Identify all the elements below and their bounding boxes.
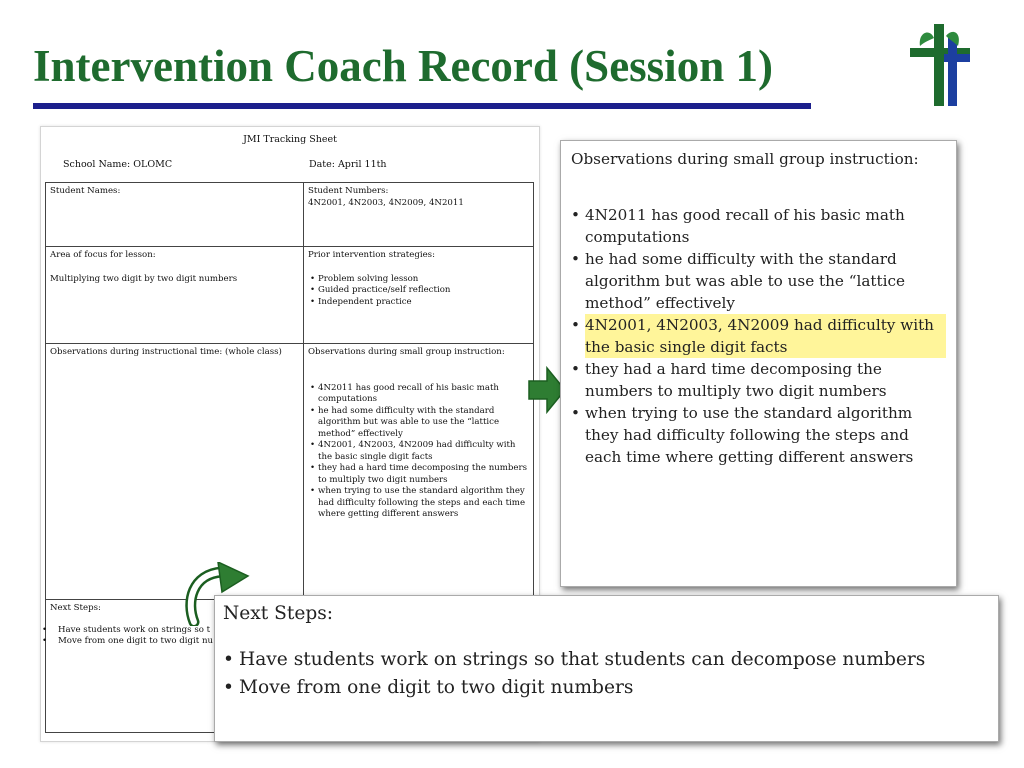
focus-label: Area of focus for lesson: xyxy=(50,250,156,260)
student-numbers-cell xyxy=(304,183,533,212)
small-group-cell xyxy=(304,344,533,524)
prior-strategies-cell xyxy=(304,247,533,311)
list-item: • he had some difficulty with the standard algorithm but was able to use the “lattice method” effectively xyxy=(318,406,529,441)
title-underline xyxy=(33,103,811,109)
list-item: • Problem solving lesson xyxy=(318,274,529,286)
student-names-label: Student Names: xyxy=(50,186,121,196)
list-item: • Have students work on strings so that students can decompose numbers xyxy=(239,646,990,674)
student-names-cell xyxy=(46,183,303,201)
list-item: • when trying to use the standard algorithm they had difficulty following the steps and each time where getting different answers xyxy=(318,486,529,521)
student-numbers-value: 4N2001, 4N2003, 4N2009, 4N2011 xyxy=(308,197,464,208)
list-item: • when trying to use the standard algorithm they had difficulty following the steps and each time where getting different answers xyxy=(585,402,946,468)
list-item: • Have students work on strings so t xyxy=(50,625,529,637)
list-item: • 4N2001, 4N2003, 4N2009 had difficulty with the basic single digit facts xyxy=(318,440,529,463)
whole-class-label: Observations during instructional time: (whole class) xyxy=(50,347,282,357)
cross-with-leaves-logo-icon xyxy=(908,24,972,106)
observations-heading: Observations during small group instruction: xyxy=(571,150,919,168)
list-item: • 4N2011 has good recall of his basic math computations xyxy=(318,383,529,406)
observations-callout xyxy=(560,140,957,587)
prior-label: Prior intervention strategies: xyxy=(308,250,435,260)
list-item: • Guided practice/self reflection xyxy=(318,285,529,297)
focus-cell xyxy=(46,247,303,288)
sheet-date: Date: April 11th xyxy=(309,159,387,170)
focus-value: Multiplying two digit by two digit numbers xyxy=(50,273,238,284)
next-steps-callout xyxy=(214,595,999,742)
next-steps-heading: Next Steps: xyxy=(223,603,334,624)
highlighted-list-item: • 4N2001, 4N2003, 4N2009 had difficulty with the basic single digit facts xyxy=(585,314,946,358)
list-item: • Independent practice xyxy=(318,297,529,309)
sheet-title: JMI Tracking Sheet xyxy=(243,134,337,145)
list-item: • they had a hard time decomposing the numbers to multiply two digit numbers xyxy=(318,463,529,486)
next-steps-label: Next Steps: xyxy=(50,603,101,613)
list-item: • he had some difficulty with the standard algorithm but was able to use the “lattice method” effectively xyxy=(585,248,946,314)
student-numbers-label: Student Numbers: xyxy=(308,186,389,196)
whole-class-cell xyxy=(46,344,303,362)
list-item: • Move from one digit to two digit numbers xyxy=(239,674,990,702)
list-item: • 4N2011 has good recall of his basic math computations xyxy=(585,204,946,248)
list-item: • Move from one digit to two digit nu xyxy=(50,636,529,648)
slide-title: Intervention Coach Record (Session 1) xyxy=(33,41,773,91)
small-group-label: Observations during small group instruction: xyxy=(308,347,505,357)
list-item: • they had a hard time decomposing the numbers to multiply two digit numbers xyxy=(585,358,946,402)
school-name: School Name: OLOMC xyxy=(63,159,173,170)
